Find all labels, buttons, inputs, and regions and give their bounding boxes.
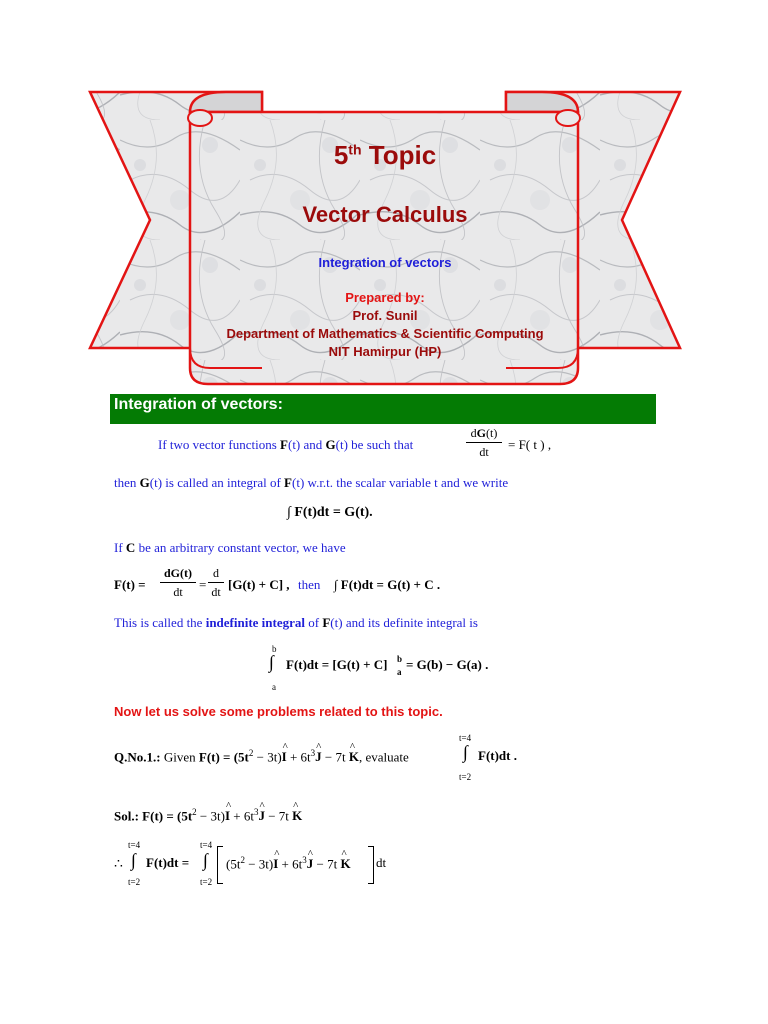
- eq2-fraction-1: dG(t) dt: [160, 566, 196, 600]
- integral-equation-1: ∫ F(t)dt = G(t).: [287, 505, 373, 520]
- eq3-bracket-lower: a: [397, 667, 402, 677]
- th-lower-limit-2: t=2: [200, 877, 213, 887]
- q1-integrand: F(t)dt .: [478, 748, 517, 763]
- eq3-tail: = G(b) − G(a) .: [406, 657, 489, 672]
- th-left-bracket: [217, 846, 223, 884]
- eq3-upper-limit: b: [272, 644, 277, 654]
- eq2-equals: =: [199, 577, 207, 592]
- eq3-body: F(t)dt = [G(t) + C]: [286, 657, 388, 672]
- section-heading: Integration of vectors:: [114, 396, 283, 413]
- q1-upper-limit: t=4: [459, 733, 472, 743]
- author-name: Prof. Sunil: [352, 308, 418, 323]
- th-lhs: F(t)dt =: [146, 855, 190, 870]
- institute-name: NIT Hamirpur (HP): [328, 344, 442, 359]
- topic-subtitle: Integration of vectors: [318, 255, 452, 270]
- th-dt: dt: [376, 855, 387, 870]
- prepared-by-label: Prepared by:: [345, 290, 425, 305]
- definition-line-1: If two vector functions F(t) and G(t) be such that: [158, 437, 414, 452]
- eq2-bracket: [G(t) + C] ,: [228, 577, 290, 592]
- question-1: Q.No.1.: Given $F(t) = (5t^2$ − 3t)^ $I + 6t^3\^{}$ J − 7t ^ K, evaluate: [114, 748, 409, 765]
- th-upper-limit-1: t=4: [128, 840, 141, 850]
- department-name: Department of Mathematics & Scientific Computing: [226, 326, 544, 341]
- definition-line-4: This is called the indefinite integral of F(t) and its definite integral is: [114, 615, 478, 630]
- th-rhs: ($5t^2$ − 3t)^ $I + 6t^3\^{}$ J − 7t ^ K: [226, 855, 351, 872]
- eq3-lower-limit: a: [272, 682, 276, 692]
- q1-lower-limit: t=2: [459, 772, 472, 782]
- definition-line-2: then G(t) is called an integral of F(t) w.r.t. the scalar variable t and we write: [114, 475, 509, 490]
- eq2-integral: ∫ F(t)dt = G(t) + C .: [334, 577, 441, 592]
- section-heading-bar: [110, 394, 656, 424]
- solution-line: Sol.: $F(t) = (5t^2$ − 3t)^ $I + 6t^3\^{}$ J − 7t ^ K: [114, 807, 302, 824]
- th-right-bracket: [368, 846, 374, 884]
- definition-line-3: If C be an arbitrary constant vector, we have: [114, 540, 346, 555]
- eq2-lhs: F(t) =: [114, 577, 146, 592]
- therefore-sign: ∴: [114, 857, 123, 872]
- fraction-rhs: = F( t ) ,: [508, 437, 552, 452]
- eq2-then: then: [298, 577, 321, 592]
- topic-heading: 5th Topic: [333, 140, 437, 170]
- th-lower-limit-1: t=2: [128, 877, 141, 887]
- dG-dt-fraction: dG(t) dt: [466, 426, 502, 460]
- q1-integral-sign: ∫: [463, 742, 468, 762]
- th-integral-sign-1: ∫: [131, 850, 136, 870]
- eq2-fraction-2: d dt: [208, 566, 224, 600]
- eq3-integral-sign: ∫: [269, 652, 274, 672]
- problems-heading: Now let us solve some problems related to this topic.: [114, 704, 443, 719]
- th-integral-sign-2: ∫: [203, 850, 208, 870]
- eq3-bracket-upper: b: [397, 654, 403, 664]
- th-upper-limit-2: t=4: [200, 840, 213, 850]
- topic-title: Vector Calculus: [302, 202, 468, 227]
